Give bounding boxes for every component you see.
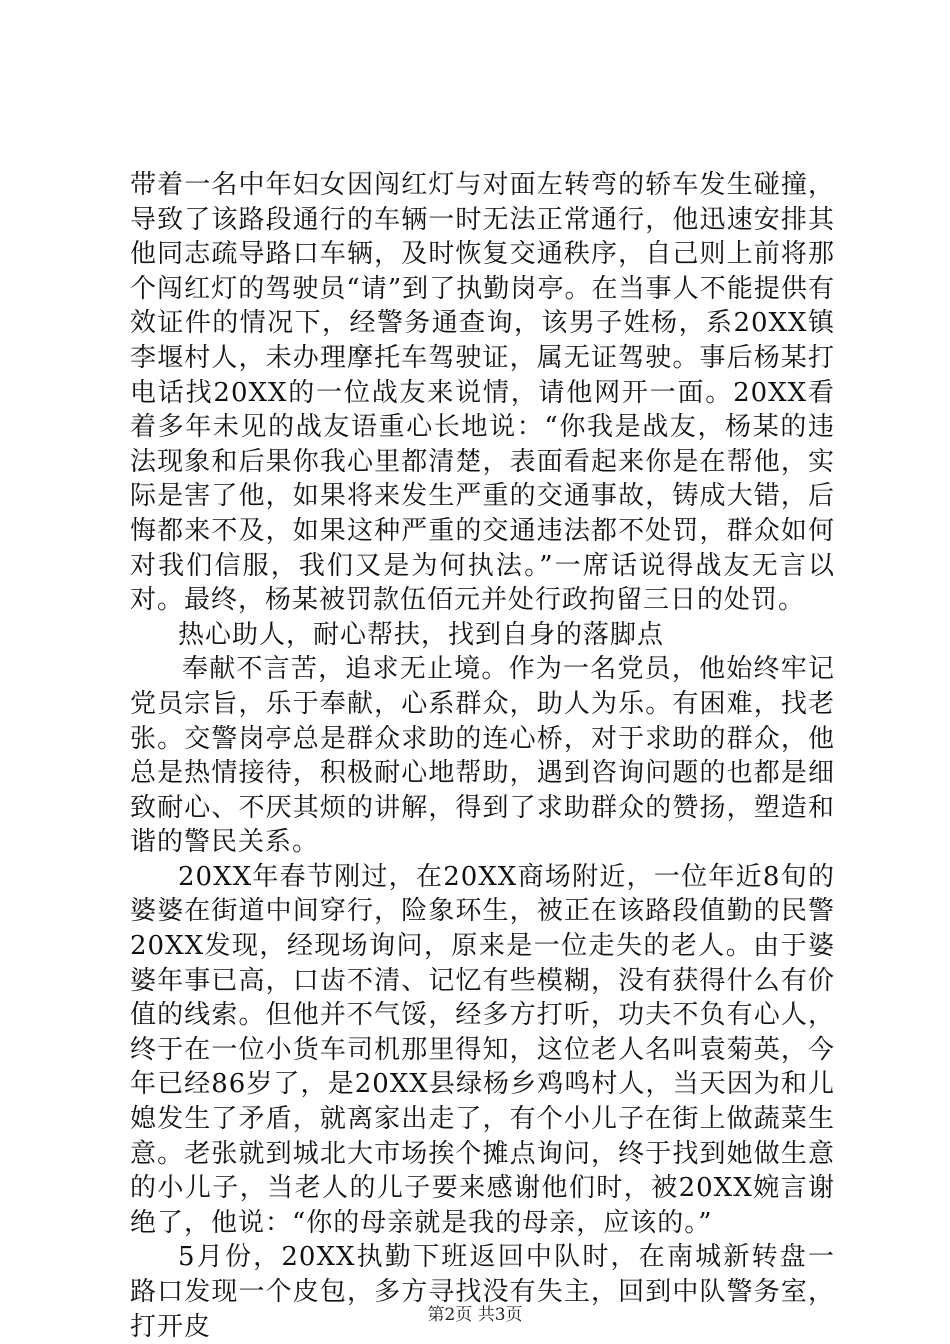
paragraph-traffic-violation: 带着一名中年妇女因闯红灯与对面左转弯的轿车发生碰撞，导致了该路段通行的车辆一时无法正常通行，他迅速安排其他同志疏导路口车辆，及时恢复交通秩序，自己则上前将那个闯红灯的驾驶员“请”到了执勤岗亭。在当事人不能提供有效证件的情况下，经警务通查询，该男子姓杨，系20XX镇李堰村人，未办理摩托车驾驶证，属无证驾驶。事后杨某打电话找20XX的一位战友来说情，请他网开一面。20XX看着多年未见的战友语重心长地说：“你我是战友，杨某的违法现象和后果你我心里都清楚，表面看起来你是在帮他，实际是害了他，如果将来发生严重的交通事故，铸成大错，后悔都来不及，如果这种严重的交通违法都不处罚，群众如何对我们信服，我们又是为何执法。”一席话说得战友无言以对。最终，杨某被罚款伍佰元并处行政拘留三日的处罚。: [130, 170, 835, 616]
paragraph-dedication: 奉献不言苦，追求无止境。作为一名党员，他始终牢记党员宗旨，乐于奉献，心系群众，助人为乐。有困难，找老张。交警岗亭总是群众求助的连心桥，对于求助的群众，他总是热情接待，积极耐心地帮助，遇到咨询问题的也都是细致耐心、不厌其烦的讲解，得到了求助群众的赞扬，塑造和谐的警民关系。: [130, 654, 835, 858]
document-body: [130, 168, 835, 1344]
paragraph-lost-elder: 20XX年春节刚过，在20XX商场附近，一位年近8旬的婆婆在街道中间穿行，险象环生，被正在该路段值勤的民警20XX发现，经现场询问，原来是一位走失的老人。由于婆婆年事已高，口齿不清、记忆有些模糊，没有获得什么有价值的线索。但他并不气馁，经多方打听，功夫不负有心人，终于在一位小货车司机那里得知，这位老人名叫袁菊英，今年已经86岁了，是20XX县绿杨乡鸡鸣村人，当天因为和儿媳发生了矛盾，就离家出走了，有个小儿子在街上做蔬菜生意。老张就到城北大市场挨个摊点询问，终于找到她做生意的小儿子，当老人的儿子要来感谢他们时，被20XX婉言谢绝了，他说：“你的母亲就是我的母亲，应该的。”: [130, 861, 835, 1238]
paragraph-found-wallet: 5月份，20XX执勤下班返回中队时，在南城新转盘一路口发现一个皮包，多方寻找没有失主，回到中队警务室，打开皮: [130, 1242, 835, 1342]
section-heading: 热心助人，耐心帮扶，找到自身的落脚点: [178, 619, 665, 650]
page-footer: 第2页 共3页: [427, 1305, 523, 1325]
